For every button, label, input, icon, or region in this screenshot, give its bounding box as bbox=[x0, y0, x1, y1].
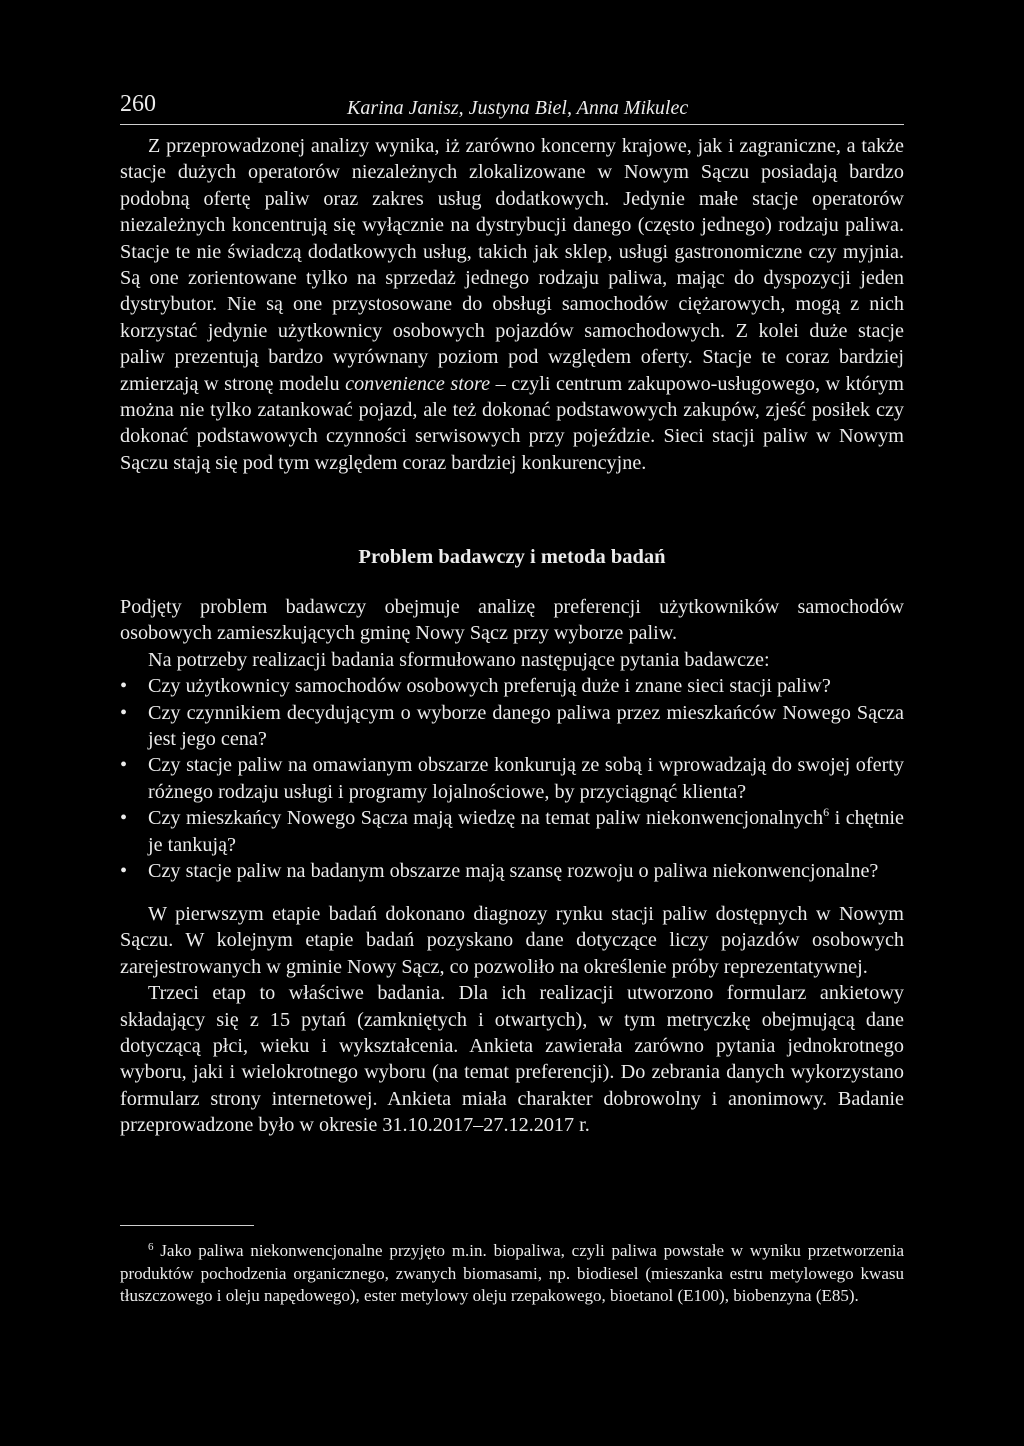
intro-text-a: Z przeprowadzonej analizy wynika, iż zarówno koncerny krajowe, jak i zagraniczne, a także stacje dużych operatorów niezależnych zlokalizowane w Nowym Sączu posiadają bardzo podobną ofertę paliw oraz zakres usług dodatkowych. Jedynie małe stacje operatorów niezależnych koncentrują się wyłącznie na dystrybucji danego (często jednego) rodzaju paliwa. Stacje te nie świadczą dodatkowych usług, takich jak sklep, usługi gastronomiczne czy myjnia. Są one zorientowane tylko na sprzedaż jednego rodzaju paliwa, mając do dyspozycji jeden dystrybutor. Nie są one przystosowane do obsługi samochodów ciężarowych, mogą z nich korzystać jedynie użytkownicy osobowych pojazdów samochodowych. Z kolei duże stacje paliw prezentują bardzo wyrównany poziom pod względem oferty. Stacje te coraz bardziej zmierzają w stronę modelu bbox=[120, 135, 904, 395]
question-text: Czy stacje paliw na badanym obszarze mają szansę rozwoju o paliwa niekonwencjonalne? bbox=[148, 860, 879, 883]
question-item-3 bbox=[120, 752, 904, 805]
page-number: 260 bbox=[120, 91, 156, 117]
problem-paragraph: Podjęty problem badawczy obejmuje analizę preferencji użytkowników samochodów osobowych zamieszkujących gminę Nowy Sącz przy wyborze paliw. bbox=[120, 596, 904, 645]
footnote-reference[interactable]: 6 bbox=[823, 805, 830, 820]
stages-paragraph-1: W pierwszym etapie badań dokonano diagnozy rynku stacji paliw dostępnych w Nowym Sączu. W kolejnym etapie badań pozyskano dane dotyczące liczy pojazdów osobowych zarejestrowanych w gminie Nowy Sącz, co pozwoliło na określenie próby reprezentatywnej. bbox=[120, 903, 904, 978]
question-text: Czy mieszkańcy Nowego Sącza mają wiedzę na temat paliw niekonwencjonalnych bbox=[148, 807, 824, 830]
research-questions-list bbox=[120, 673, 904, 884]
footnote-number: 6 bbox=[148, 1241, 154, 1253]
footnote bbox=[120, 1240, 904, 1308]
bullet: • bbox=[120, 860, 128, 883]
question-item-4 bbox=[120, 805, 904, 858]
intro-text-b: – czyli centrum zakupowo-usługowego, w którym można nie tylko zatankować pojazd, ale też dokonać podstawowych zakupów, zjeść posiłek czy dokonać podstawowych czynności serwisowych przy pojeździe. Sieci stacji paliw w Nowym Sączu stają się pod tym względem coraz bardziej konkurencyjne. bbox=[120, 372, 904, 474]
question-item-2 bbox=[120, 700, 904, 753]
questions-intro-paragraph: Na potrzeby realizacji badania sformułowano następujące pytania badawcze: bbox=[148, 648, 770, 671]
intro-paragraph bbox=[120, 133, 904, 476]
page-header bbox=[120, 90, 904, 126]
question-item-1 bbox=[120, 673, 904, 699]
section-heading: Problem badawczy i metoda badań bbox=[358, 546, 666, 568]
question-text: Czy stacje paliw na omawianym obszarze konkurują ze sobą i wprowadzają do swojej oferty różnego rodzaju usługi i programy lojalnościowe, by przyciągnąć klienta? bbox=[148, 754, 904, 803]
convenience-store-term: convenience store bbox=[345, 372, 491, 395]
bullet: • bbox=[120, 754, 128, 777]
research-problem-section bbox=[120, 594, 904, 884]
question-text-tail: i chętnie je tankują? bbox=[148, 807, 904, 856]
intro-section bbox=[120, 133, 904, 476]
research-stages-section bbox=[120, 901, 904, 1139]
question-text: Czy czynnikiem decydującym o wyborze danego paliwa przez mieszkańców Nowego Sącza jest jego cena? bbox=[148, 701, 904, 751]
footnote-text: Jako paliwa niekonwencjonalne przyjęto m.in. biopaliwa, czyli paliwa powstałe w wyniku przetworzenia produktów pochodzenia organicznego, zwanych biomasami, np. biodiesel (mieszanka estru metylowego kwasu tłuszczowego i oleju napędowego), ester metylowy oleju rzepakowego, bioetanol (E100), biobenzyna (E85). bbox=[120, 1241, 904, 1305]
question-text: Czy użytkownicy samochodów osobowych preferują duże i znane sieci stacji paliw? bbox=[148, 675, 831, 698]
bullet: • bbox=[120, 807, 128, 830]
bullet: • bbox=[120, 701, 128, 724]
bullet: • bbox=[120, 675, 128, 698]
header-rule bbox=[120, 124, 904, 125]
footnote-rule bbox=[120, 1225, 254, 1226]
running-head-authors: Karina Janisz, Justyna Biel, Anna Mikulec bbox=[347, 97, 689, 119]
stages-paragraph-2: Trzeci etap to właściwe badania. Dla ich realizacji utworzono formularz ankietowy składający się z 15 pytań (zamkniętych i otwartych), w tym metryczkę obejmującą dane dotyczącą płci, wieku i wykształcenia. Ankieta zawierała zarówno pytania jednokrotnego wyboru, jaki i wielokrotnego wyboru (na temat preferencji). Do zebrania danych wykorzystano formularz strony internetowej. Ankieta miała charakter dobrowolny i anonimowy. Badanie przeprowadzone było w okresie 31.10.2017–27.12.2017 r. bbox=[120, 982, 904, 1137]
question-item-5 bbox=[120, 858, 904, 884]
